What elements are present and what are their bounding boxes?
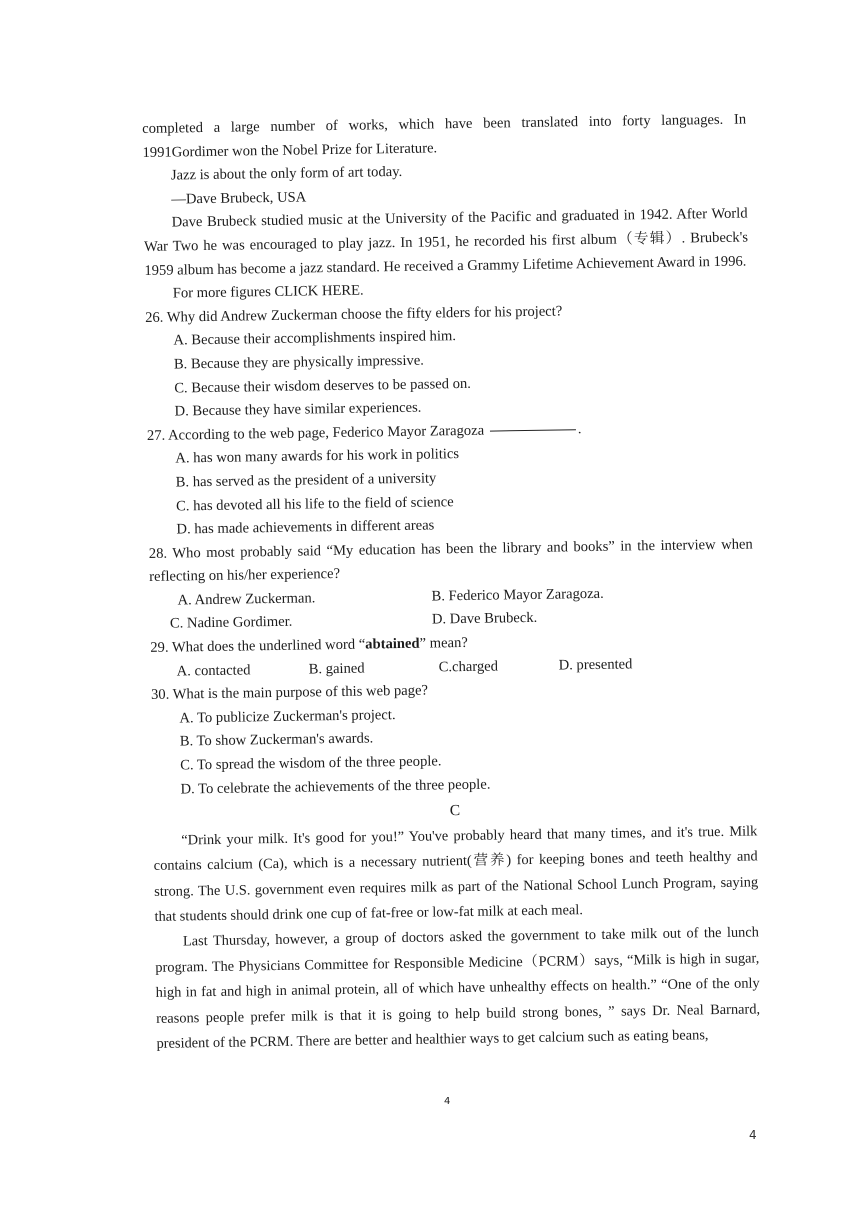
option: C. has devoted all his life to the field of science [175, 493, 454, 515]
question-stem: 30. What is the main purpose of this web page? [150, 682, 429, 704]
option: D. To celebrate the achievements of the three people. [180, 776, 491, 798]
option: B. has served as the president of a university [175, 470, 437, 491]
option: A. contacted [176, 662, 251, 680]
question-options [169, 580, 754, 636]
question-stem-text: 27. According to the web page, Federico Mayor Zaragoza [146, 422, 485, 444]
option: A. Andrew Zuckerman. [177, 590, 316, 609]
question-stem-end: . [577, 420, 582, 437]
document-text [142, 109, 761, 1058]
passage-line: completed a large number of works, which have been translated into forty languages. In [142, 111, 747, 137]
option: A. To publicize Zuckerman's project. [179, 706, 396, 727]
option: C.charged [438, 658, 499, 676]
question-stem: 26. Why did Andrew Zuckerman choose the fifty elders for his project? [145, 303, 563, 326]
passage-line: 1991Gordimer won the Nobel Prize for Literature. [142, 139, 438, 161]
quote-author: —Dave Brubeck, USA [171, 189, 307, 208]
option: B. To show Zuckerman's awards. [179, 730, 374, 750]
option: C. To spread the wisdom of the three people. [180, 753, 442, 774]
option: C. Because their wisdom deserves to be passed on. [174, 375, 472, 397]
section-heading: C [449, 802, 461, 820]
option: D. presented [558, 656, 633, 674]
underlined-word: abtained [365, 635, 420, 653]
option: B. Because they are physically impressive. [173, 352, 425, 373]
option: D. has made achievements in different areas [176, 517, 435, 538]
more-figures-link[interactable]: For more figures CLICK HERE. [172, 282, 364, 302]
brubeck-bio: Dave Brubeck studied music at the University of the Pacific and graduated in 1942. After World War Two he was encouraged to play jazz. In 1951, he recorded his first album（专辑）. Brubeck's 1959 album has become a jazz standard. He received a Grammy Lifetime Achievement Award in 1996. [143, 205, 749, 279]
question-options [175, 439, 752, 542]
option: A. has won many awards for his work in politics [175, 446, 460, 467]
page-number: 4 [749, 1128, 757, 1142]
answer-blank [490, 429, 576, 431]
quote: Jazz is about the only form of art today. [170, 164, 403, 184]
question-stem-text: 29. What does the underlined word “ [150, 636, 366, 656]
option: A. Because their accomplishments inspired him. [173, 328, 457, 349]
question-options [179, 698, 756, 801]
option: B. Federico Mayor Zaragoza. [431, 585, 604, 605]
inner-page-number: 4 [444, 1096, 451, 1107]
question-options [173, 321, 750, 424]
section-c-paragraph: Last Thursday, however, a group of doctors asked the government to take milk out of the lunch program. The Physicians Committee for Responsible Medicine（PCRM）says, “Milk is high in sugar, high in fat and high in animal protein, all of which have unhealthy effects on health.” “One of the only reasons people prefer milk is that it is going to help build strong bones, ” says Dr. Neal Barnard, president of the PCRM. There are better and healthier ways to get calcium such as eating beans, [155, 924, 761, 1052]
option: D. Because they have similar experiences. [174, 399, 422, 420]
option: B. gained [308, 660, 365, 678]
section-c-paragraph: “Drink your milk. It's good for you!” You've probably heard that many times, and it's true. Milk contains calcium (Ca), which is a necessary nutrient(营养) for keeping bones and teeth healthy and strong. The U.S. government even requires milk as part of the National School Lunch Program, saying that students should drink one cup of fat-free or low-fat milk at each meal. [153, 823, 759, 925]
option: D. Dave Brubeck. [431, 610, 538, 628]
option: C. Nadine Gordimer. [169, 614, 293, 633]
question-stem-end: ” mean? [419, 635, 468, 652]
question-stem: 28. Who most probably said “My education has been the library and books” in the interview when reflecting on his/her experience? [148, 536, 753, 586]
